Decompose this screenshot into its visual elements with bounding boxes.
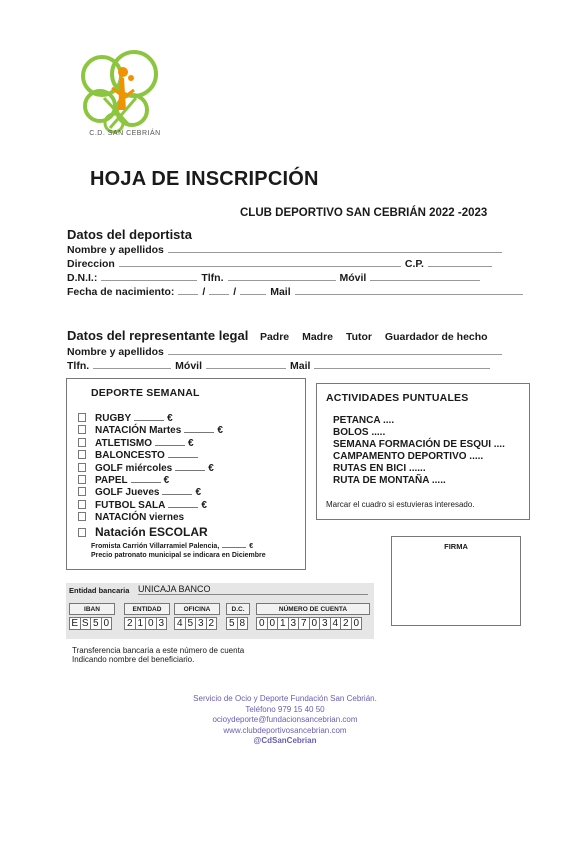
sport-item-futbol-sala: FUTBOL SALA € — [78, 500, 223, 512]
deportista-direccion-row — [67, 257, 496, 270]
deporte-semanal-title: DEPORTE SEMANAL — [91, 387, 200, 399]
direccion-field[interactable] — [119, 257, 401, 267]
deportista-nombre-row — [67, 243, 506, 256]
rep-tlfn-label: Tlfn. — [67, 360, 90, 372]
rep-mail-field[interactable] — [314, 359, 490, 369]
tlfn-field[interactable] — [228, 271, 336, 281]
representante-options — [260, 331, 498, 343]
logo-caption: C.D. SAN CEBRIÁN — [89, 130, 161, 137]
footer-service: Servicio de Ocio y Deporte Fundación San Cebrián. — [193, 694, 377, 703]
club-season: CLUB DEPORTIVO SAN CEBRIÁN 2022 -2023 — [240, 207, 488, 219]
bank-label: Entidad bancaria — [69, 586, 130, 595]
sport-checkbox[interactable] — [78, 463, 86, 472]
contact-footer — [150, 694, 420, 747]
sport-item-rugby: RUGBY € — [78, 413, 223, 425]
option-madre[interactable]: Madre — [302, 331, 334, 343]
fecha-sep: / — [233, 286, 237, 298]
representante-heading-row — [67, 328, 498, 343]
sport-checkbox[interactable] — [78, 438, 86, 447]
representante-nombre-row — [67, 345, 506, 358]
dc-digits: 5 8 — [226, 617, 250, 630]
deportista-fecha-row — [67, 285, 527, 298]
dni-field[interactable] — [101, 271, 197, 281]
representante-heading: Datos del representante legal — [67, 328, 249, 343]
option-padre[interactable]: Padre — [259, 331, 290, 343]
iban-digits: E S 5 0 — [69, 617, 115, 630]
transfer-note — [72, 646, 244, 664]
sport-item-natacion-escolar: Natación ESCOLAR — [78, 525, 223, 539]
sport-item-golf-miercoles: GOLF miércoles € — [78, 463, 223, 475]
rep-movil-field[interactable] — [206, 359, 286, 369]
cuenta-digits: 0 0 1 3 7 0 3 4 2 0 — [256, 617, 370, 630]
nombre-field[interactable] — [168, 243, 502, 253]
footer-phone: Teléfono 979 15 40 50 — [245, 704, 325, 714]
footer-website[interactable]: www.clubdeportivosancebrian.com — [223, 725, 347, 735]
entidad-digits: 2 1 0 3 — [124, 617, 170, 630]
deporte-semanal-box — [66, 378, 306, 570]
cuenta-head: NÚMERO DE CUENTA — [256, 603, 370, 615]
entidad-group — [124, 603, 170, 630]
dc-group — [226, 603, 250, 630]
actividades-puntuales-title: ACTIVIDADES PUNTUALES — [326, 392, 469, 404]
mail-field[interactable] — [295, 285, 523, 295]
escolar-note-2: Precio patronato municipal se indicara en Diciembre — [91, 552, 266, 559]
puntual-item[interactable]: RUTA DE MONTAÑA ..... — [333, 475, 446, 486]
representante-contact-row — [67, 359, 494, 372]
oficina-group — [174, 603, 220, 630]
cp-field[interactable] — [428, 257, 492, 267]
firma-box[interactable] — [391, 536, 521, 626]
iban-head: IBAN — [69, 603, 115, 615]
puntual-item[interactable]: CAMPAMENTO DEPORTIVO ..... — [333, 451, 484, 462]
sport-checkbox[interactable] — [78, 487, 86, 496]
entidad-head: ENTIDAD — [124, 603, 170, 615]
footer-email[interactable]: ocioydeporte@fundacionsancebrian.com — [212, 715, 358, 724]
sport-item-papel: PAPEL € — [78, 475, 223, 487]
cuenta-group — [256, 603, 370, 630]
sport-checkbox[interactable] — [78, 500, 86, 509]
sport-list — [78, 413, 223, 539]
firma-label: FIRMA — [444, 542, 468, 551]
page-title: HOJA DE INSCRIPCIÓN — [90, 168, 319, 190]
fecha-sep: / — [202, 286, 206, 298]
fecha-day-field[interactable] — [178, 285, 198, 295]
movil-field[interactable] — [370, 271, 480, 281]
sport-item-baloncesto: BALONCESTO — [78, 450, 223, 462]
iban-group — [69, 603, 115, 630]
sport-checkbox[interactable] — [78, 425, 86, 434]
footer-social-handle[interactable]: @CdSanCebrian — [253, 736, 317, 745]
rep-mail-label: Mail — [290, 360, 311, 372]
sport-checkbox[interactable] — [78, 413, 86, 422]
transfer-line-1: Transferencia bancaria a este número de cuenta — [72, 646, 245, 655]
tlfn-label: Tlfn. — [201, 272, 224, 284]
deportista-dni-row — [67, 271, 484, 284]
bank-name: UNICAJA BANCO — [138, 584, 368, 595]
sport-item-golf-jueves: GOLF Jueves € — [78, 487, 223, 499]
rep-nombre-label: Nombre y apellidos — [67, 346, 164, 358]
deportista-heading: Datos del deportista — [67, 227, 192, 242]
oficina-digits: 4 5 3 2 — [174, 617, 220, 630]
mail-label: Mail — [270, 286, 291, 298]
escolar-note-1: Fromista Carrión Villarramiel Palencia, € — [91, 543, 254, 550]
puntual-item[interactable]: PETANCA .... — [333, 415, 395, 426]
sport-item-natacion-viernes: NATACIÓN viernes — [78, 512, 223, 524]
sport-checkbox[interactable] — [78, 528, 86, 537]
rep-tlfn-field[interactable] — [93, 359, 171, 369]
puntuales-note: Marcar el cuadro si estuvieras interesado. — [326, 500, 475, 509]
nombre-label: Nombre y apellidos — [67, 244, 164, 256]
fecha-year-field[interactable] — [240, 285, 266, 295]
option-tutor[interactable]: Tutor — [345, 331, 372, 343]
oficina-head: OFICINA — [174, 603, 220, 615]
dni-label: D.N.I.: — [67, 272, 98, 284]
fecha-label: Fecha de nacimiento: — [67, 286, 175, 298]
direccion-label: Direccion — [67, 258, 115, 270]
movil-label: Móvil — [339, 272, 367, 284]
sport-checkbox[interactable] — [78, 512, 86, 521]
bank-details — [66, 583, 374, 639]
dc-head: D.C. — [226, 603, 250, 615]
rep-nombre-field[interactable] — [168, 345, 502, 355]
sport-item-atletismo: ATLETISMO € — [78, 438, 223, 450]
rep-movil-label: Móvil — [175, 360, 203, 372]
puntuales-list — [333, 415, 505, 487]
cp-label: C.P. — [404, 258, 424, 270]
sport-checkbox[interactable] — [78, 450, 86, 459]
fecha-month-field[interactable] — [209, 285, 229, 295]
transfer-line-2: Indicando nombre del beneficiario. — [72, 655, 195, 664]
option-guardador[interactable]: Guardador de hecho — [384, 331, 488, 343]
sport-item-natacion-martes: NATACIÓN Martes € — [78, 425, 223, 437]
puntual-item[interactable]: RUTAS EN BICI ...... — [333, 463, 426, 474]
sport-checkbox[interactable] — [78, 475, 86, 484]
actividades-puntuales-box — [316, 383, 530, 520]
puntual-item[interactable]: SEMANA FORMACIÓN DE ESQUI .... — [333, 439, 505, 450]
puntual-item[interactable]: BOLOS ..... — [333, 427, 386, 438]
